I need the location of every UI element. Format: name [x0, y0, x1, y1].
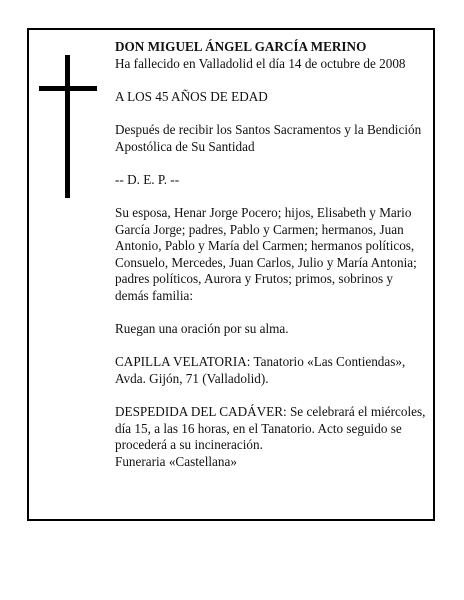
death-line: Ha fallecido en Valladolid el día 14 de octubre de 2008 [115, 55, 406, 71]
age-line: A LOS 45 AÑOS DE EDAD [115, 88, 268, 104]
notice-text [115, 39, 427, 470]
cross-horizontal-bar [39, 86, 97, 91]
obituary-notice [27, 28, 435, 521]
farewell-text: DESPEDIDA DEL CADÁVER: Se celebrará el miércoles, día 15, a las 16 horas, en el Tanatorio. Acto seguido se procederá a su incineración. [115, 404, 426, 453]
cross-vertical-bar [65, 55, 70, 198]
sacraments-text: Después de recibir los Santos Sacramentos y la Bendición Apostólica de Su Santidad [115, 121, 422, 154]
chapel-text: CAPILLA VELATORIA: Tanatorio «Las Contiendas», Avda. Gijón, 71 (Valladolid). [115, 354, 406, 386]
rip-line: -- D. E. P. -- [115, 171, 180, 187]
family-text: Su esposa, Henar Jorge Pocero; hijos, Elisabeth y Mario García Jorge; padres, Pablo y Carmen; hermanos, Juan Antonio, Pablo y María del Carmen; hermanos políticos, Consuelo, Mercedes, Juan Carlos, Julio y María Antonia; padres políticos, Aurora y Frutos; primos, sobrinos y demás familia: [115, 204, 417, 303]
prayer-text: Ruegan una oración por su alma. [115, 321, 289, 337]
deceased-name: DON MIGUEL ÁNGEL GARCÍA MERINO [115, 39, 367, 54]
funeral-home: Funeraria «Castellana» [115, 453, 237, 469]
